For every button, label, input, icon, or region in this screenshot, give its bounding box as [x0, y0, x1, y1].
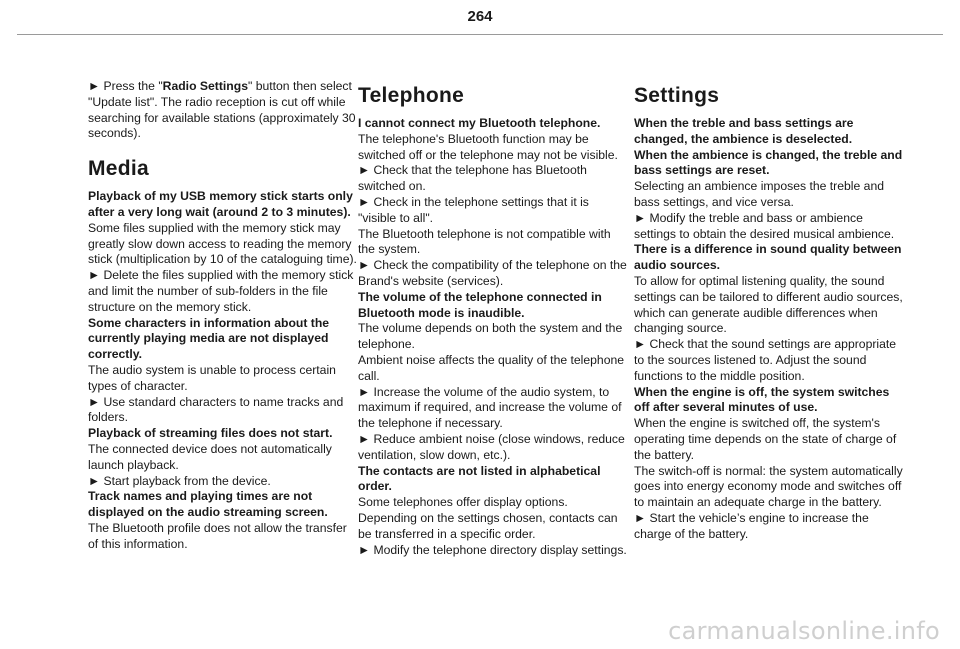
faq-answer: The telephone's Bluetooth function may be switched off or the telephone may not be visible.: [358, 131, 618, 162]
faq-question: The contacts are not listed in alphabetical order.: [358, 463, 601, 494]
faq-instruction: ► Check that the telephone has Bluetooth switched on.: [358, 163, 587, 194]
faq-answer: The switch-off is normal: the system automatically goes into energy economy mode and switches off to maintain an adequate charge in the battery.: [634, 463, 903, 510]
faq-answer: Some telephones offer display options. Depending on the settings chosen, contacts can be transferred in a specific order.: [358, 495, 618, 541]
page-number: 264: [467, 8, 493, 25]
faq-instruction: ► Increase the volume of the audio system, to maximum if required, and increase the volume of the telephone if necessary.: [358, 384, 622, 431]
faq-answer: To allow for optimal listening quality, the sound settings can be tailored to different audio sources, which can generate audible differences when changing source.: [634, 273, 903, 336]
faq-question: I cannot connect my Bluetooth telephone.: [358, 116, 601, 130]
faq-answer: When the engine is switched off, the system's operating time depends on the state of charge of the battery.: [634, 416, 897, 462]
faq-instruction: ► Start the vehicle’s engine to increase the charge of the battery.: [634, 510, 869, 541]
instruction-prefix: ► Press the ": [88, 79, 163, 93]
header-rule: [17, 34, 943, 35]
faq-answer: The Bluetooth profile does not allow the transfer of this information.: [88, 520, 347, 551]
faq-answer: Ambient noise affects the quality of the telephone call.: [358, 352, 625, 383]
faq-instruction: ► Use standard characters to name tracks and folders.: [88, 394, 344, 425]
faq-question: Some characters in information about the currently playing media are not displayed correctly.: [88, 315, 330, 362]
faq-instruction: ► Reduce ambient noise (close windows, reduce ventilation, slow down, etc.).: [358, 431, 625, 462]
settings-faq-list: [634, 116, 904, 543]
faq-instruction: ► Check in the telephone settings that it is "visible to all".: [358, 194, 589, 225]
faq-question: Track names and playing times are not displayed on the audio streaming screen.: [88, 489, 328, 520]
faq-instruction: ► Check the compatibility of the telephone on the Brand's website (services).: [358, 258, 627, 288]
faq-instruction: ► Modify the telephone directory display settings.: [358, 542, 627, 557]
column-left: [88, 79, 358, 553]
faq-answer: The audio system is unable to process certain types of character.: [88, 362, 336, 393]
faq-question: When the ambience is changed, the treble and bass settings are reset.: [634, 147, 903, 178]
watermark: carmanualsonline.info: [668, 617, 940, 645]
faq-answer: Some files supplied with the memory stick may greatly slow down access to reading the memory stick (multiplication by 10 of the cataloguing time).: [88, 220, 357, 267]
faq-answer: The volume depends on both the system and the telephone.: [358, 321, 623, 352]
faq-answer: The connected device does not automatically launch playback.: [88, 441, 332, 472]
radio-update-instruction: [88, 79, 358, 142]
faq-question: When the treble and bass settings are changed, the ambience is deselected.: [634, 116, 854, 146]
faq-answer: Selecting an ambience imposes the treble and bass settings, and vice versa.: [634, 179, 884, 209]
faq-question: There is a difference in sound quality between audio sources.: [634, 242, 902, 273]
instruction-suffix: " button then select "Update list". The radio reception is cut off while searching for available stations (approximately 30 seconds).: [88, 79, 356, 141]
radio-settings-label: Radio Settings: [162, 79, 248, 93]
column-right: [634, 83, 904, 543]
media-faq-list: [88, 189, 358, 552]
faq-answer: The Bluetooth telephone is not compatible with the system.: [358, 226, 611, 257]
faq-question: Playback of streaming files does not start.: [88, 426, 333, 441]
column-middle: [358, 83, 628, 558]
faq-question: Playback of my USB memory stick starts only after a very long wait (around 2 to 3 minutes).: [88, 189, 353, 219]
section-heading-settings: Settings: [634, 84, 720, 107]
faq-instruction: ► Check that the sound settings are appropriate to the sources listened to. Adjust the sound functions to the middle position.: [634, 337, 897, 383]
faq-instruction: ► Modify the treble and bass or ambience settings to obtain the desired musical ambience.: [634, 210, 895, 241]
faq-question: The volume of the telephone connected in Bluetooth mode is inaudible.: [358, 289, 602, 320]
faq-question: When the engine is off, the system switches off after several minutes of use.: [634, 384, 890, 415]
faq-instruction: ► Start playback from the device.: [88, 473, 271, 488]
faq-instruction: ► Delete the files supplied with the memory stick and limit the number of sub-folders in the file structure on the memory stick.: [88, 268, 354, 314]
section-heading-telephone: Telephone: [358, 84, 465, 107]
section-heading-media: Media: [88, 157, 150, 181]
telephone-faq-list: [358, 116, 628, 558]
